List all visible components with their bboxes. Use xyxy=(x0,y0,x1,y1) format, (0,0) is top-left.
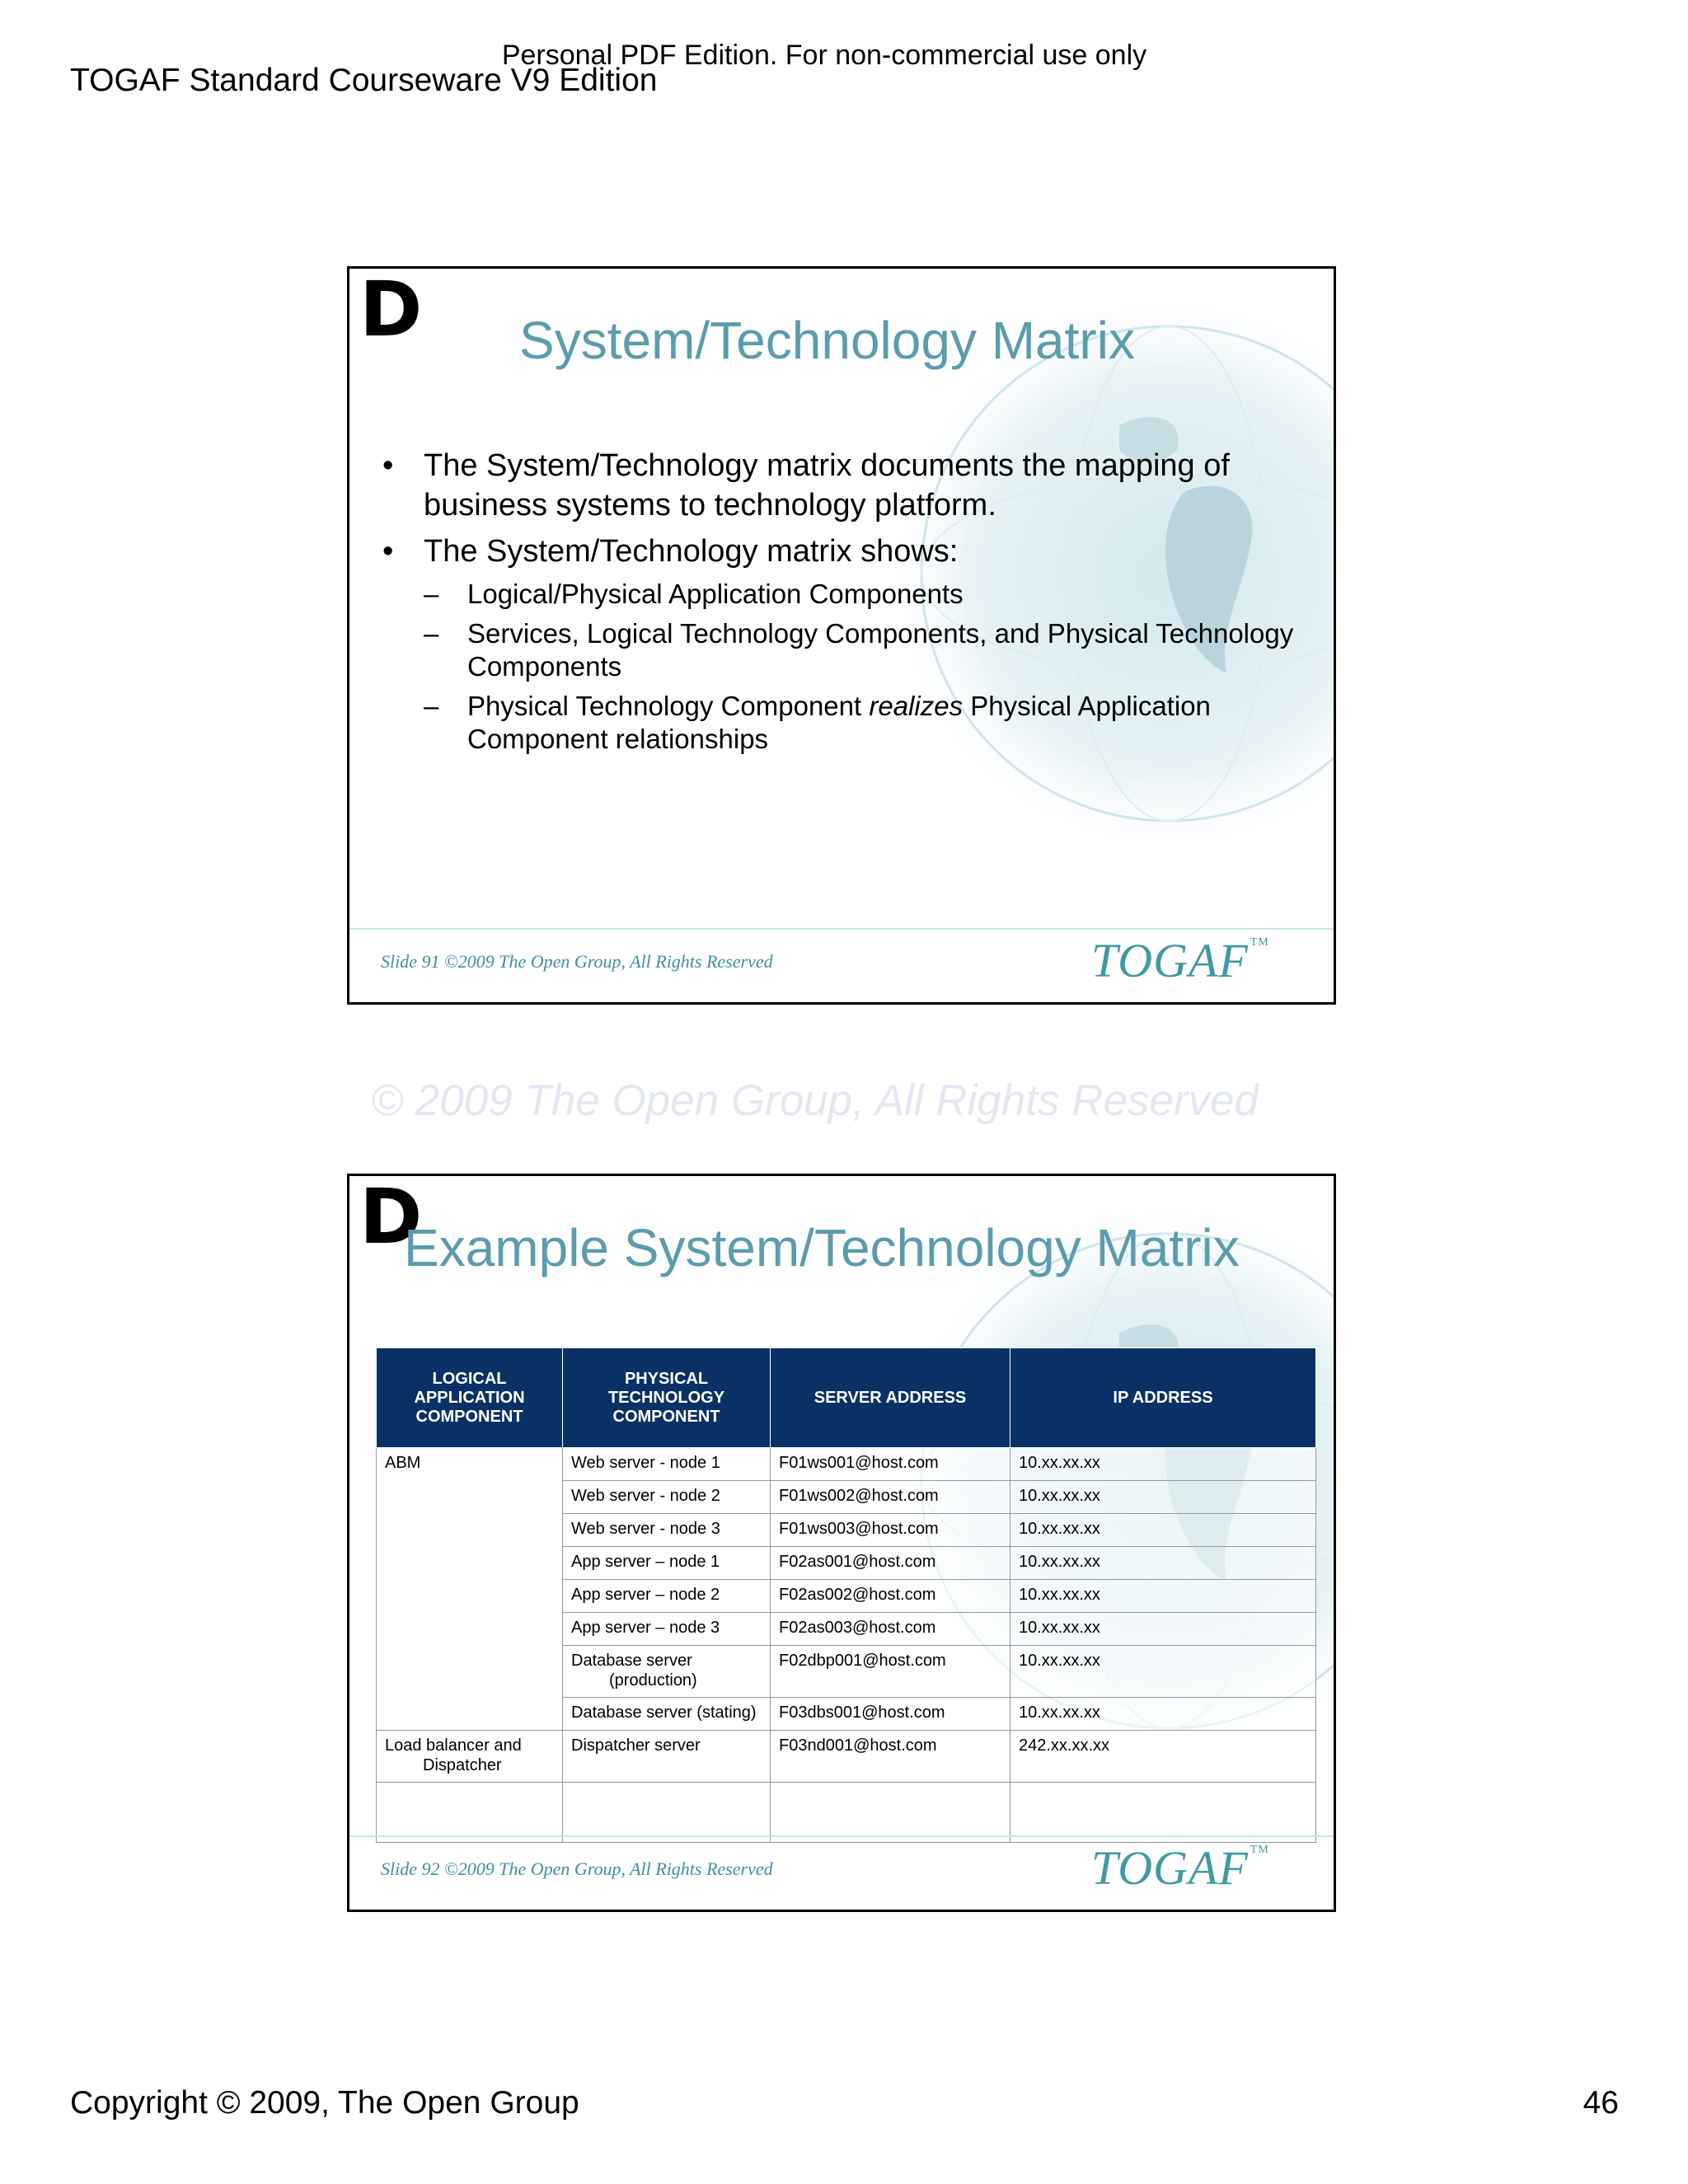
table-cell: App server – node 2 xyxy=(563,1580,771,1613)
footer-divider xyxy=(349,928,1334,930)
table-cell: Dispatcher server xyxy=(563,1731,771,1783)
table-cell: 10.xx.xx.xx xyxy=(1010,1514,1316,1547)
sub-bullet-item xyxy=(382,578,1297,611)
logo-trademark: TM xyxy=(1250,1844,1269,1856)
table-cell: 10.xx.xx.xx xyxy=(1010,1580,1316,1613)
page-number: 46 xyxy=(1582,2085,1619,2121)
table-cell: F02dbp001@host.com xyxy=(771,1646,1010,1698)
bullet-dot-icon: • xyxy=(382,448,394,483)
corner-d-mark: D xyxy=(359,1174,423,1261)
corner-d-mark: D xyxy=(359,266,423,354)
table-cell: 10.xx.xx.xx xyxy=(1010,1698,1316,1731)
logo-trademark: TM xyxy=(1250,936,1269,949)
dash-icon: – xyxy=(424,579,439,609)
cell-subtext: (production) xyxy=(609,1671,697,1690)
table-row xyxy=(377,1731,1316,1783)
system-technology-matrix-table xyxy=(376,1347,1316,1843)
column-header: LOGICAL APPLICATION COMPONENT xyxy=(377,1348,563,1448)
sub-bullet-item xyxy=(382,617,1297,683)
footer-divider xyxy=(349,1835,1334,1837)
bullet-list xyxy=(382,446,1297,762)
sub-bullet-emphasis: realizes xyxy=(869,691,964,721)
dash-icon: – xyxy=(424,691,439,721)
cell-subtext: Dispatcher xyxy=(423,1756,502,1774)
table-header-row xyxy=(377,1348,1316,1448)
table-cell: 10.xx.xx.xx xyxy=(1010,1481,1316,1514)
bullet-dot-icon: • xyxy=(382,534,394,569)
table-cell xyxy=(1010,1783,1316,1843)
slide-footer: Slide 92 ©2009 The Open Group, All Rights Reserved xyxy=(381,1858,773,1879)
table-cell: Web server - node 2 xyxy=(563,1481,771,1514)
table-cell: Database server (stating) xyxy=(563,1698,771,1731)
table-cell: Web server - node 1 xyxy=(563,1448,771,1481)
table-cell: 10.xx.xx.xx xyxy=(1010,1547,1316,1580)
togaf-logo xyxy=(1091,1840,1269,1896)
table-cell xyxy=(377,1783,563,1843)
table-cell xyxy=(563,1646,771,1698)
table-cell: App server – node 1 xyxy=(563,1547,771,1580)
slide-91 xyxy=(347,266,1336,1005)
table-cell: F03nd001@host.com xyxy=(771,1731,1010,1783)
logo-text: TOGAF xyxy=(1091,934,1249,987)
table-cell: 10.xx.xx.xx xyxy=(1010,1448,1316,1481)
table-row xyxy=(377,1448,1316,1481)
column-header: SERVER ADDRESS xyxy=(771,1348,1010,1448)
copyright-watermark: © 2009 The Open Group, All Rights Reserved xyxy=(371,1076,1259,1125)
table-cell: 10.xx.xx.xx xyxy=(1010,1613,1316,1646)
table-cell: F01ws002@host.com xyxy=(771,1481,1010,1514)
table-cell xyxy=(771,1783,1010,1843)
page-copyright: Copyright © 2009, The Open Group xyxy=(70,2085,579,2121)
slide-92 xyxy=(347,1174,1336,1912)
sub-bullet-text: Services, Logical Technology Components, and Physical Technology Components xyxy=(467,618,1294,682)
table-cell: F02as001@host.com xyxy=(771,1547,1010,1580)
logical-component-cell xyxy=(377,1731,563,1783)
personal-edition-note: Personal PDF Edition. For non-commercial use only xyxy=(501,40,1147,71)
cell-text: Load balancer and xyxy=(385,1736,522,1755)
table-cell: 242.xx.xx.xx xyxy=(1010,1731,1316,1783)
table-cell: F02as002@host.com xyxy=(771,1580,1010,1613)
table-cell: Web server - node 3 xyxy=(563,1514,771,1547)
dash-icon: – xyxy=(424,618,439,649)
bullet-text: The System/Technology matrix shows: xyxy=(424,534,959,569)
bullet-item xyxy=(382,532,1297,571)
sub-bullet-text-before: Physical Technology Component xyxy=(467,691,870,721)
table-cell: 10.xx.xx.xx xyxy=(1010,1646,1316,1698)
table-cell xyxy=(563,1783,771,1843)
table-cell: F03dbs001@host.com xyxy=(771,1698,1010,1731)
sub-bullet-text: Logical/Physical Application Components xyxy=(467,579,964,609)
table-cell: F01ws003@host.com xyxy=(771,1514,1010,1547)
logical-component-cell: ABM xyxy=(377,1448,563,1731)
document-header: TOGAF Standard Courseware V9 Edition xyxy=(70,63,658,98)
bullet-text: The System/Technology matrix documents the mapping of business systems to technology platform. xyxy=(424,448,1230,523)
slide-footer: Slide 91 ©2009 The Open Group, All Rights Reserved xyxy=(381,951,773,972)
table-cell: F01ws001@host.com xyxy=(771,1448,1010,1481)
bullet-item xyxy=(382,446,1297,525)
togaf-logo xyxy=(1091,933,1269,988)
cell-text: Database server xyxy=(571,1652,692,1670)
column-header: PHYSICAL TECHNOLOGY COMPONENT xyxy=(563,1348,771,1448)
sub-bullet-text-after: Physical Application Component relationships xyxy=(467,691,1211,754)
logo-text: TOGAF xyxy=(1091,1841,1249,1895)
column-header: IP ADDRESS xyxy=(1010,1348,1316,1448)
table-cell: F02as003@host.com xyxy=(771,1613,1010,1646)
slide-title: Example System/Technology Matrix xyxy=(404,1218,1240,1277)
table-cell: App server – node 3 xyxy=(563,1613,771,1646)
table-row-empty xyxy=(377,1783,1316,1843)
sub-bullet-item xyxy=(382,690,1297,756)
slide-title: System/Technology Matrix xyxy=(519,311,1135,370)
